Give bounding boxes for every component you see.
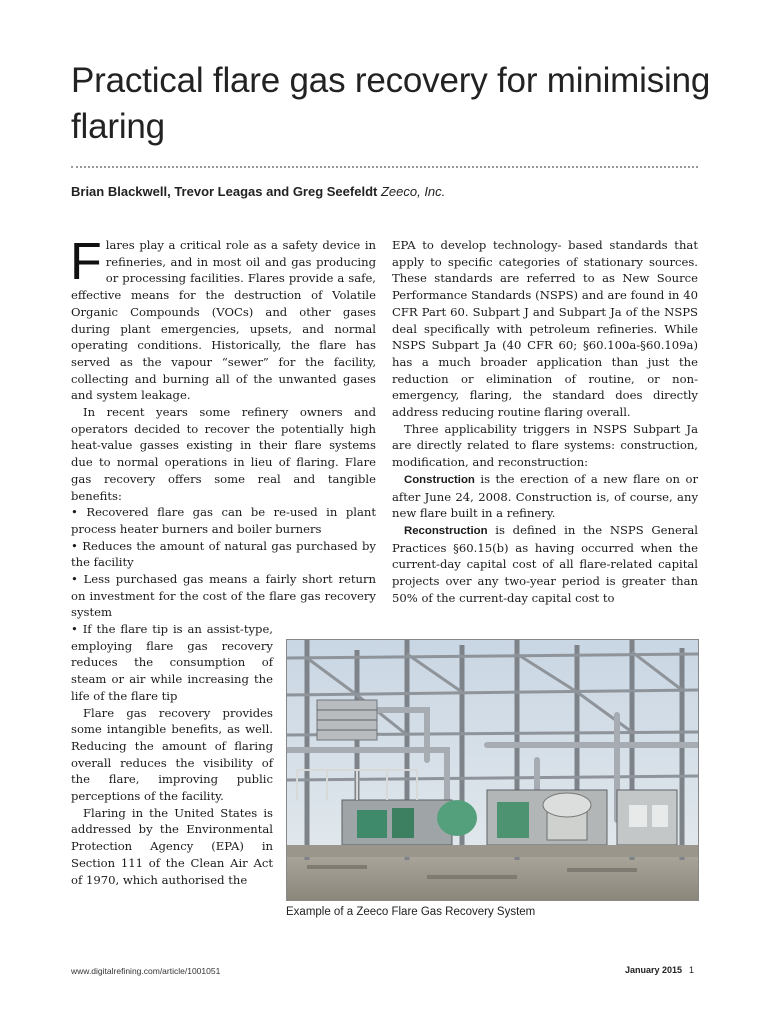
- bullet-item: • If the flare tip is an assist-type, employing flare gas recovery reduces the consumption of steam or air while increasing the life of the flare tip: [71, 622, 273, 703]
- column-1: [70, 233, 376, 621]
- paragraph-text: is defined in the NSPS General Practices §60.15(b) as having occurred when the current-day capital cost of all flare-related capital projects over any two-year period is greater than 50% of the current-day capital cost to: [392, 522, 698, 605]
- figure-photo: [286, 639, 699, 901]
- term-construction: Construction: [404, 473, 475, 486]
- paragraph: Flaring in the United States is addressed by the Environmental Protection Agency (EPA) in Section 111 of the Clean Air Act of 1970, which authorised the: [71, 805, 273, 887]
- figure-caption: Example of a Zeeco Flare Gas Recovery System: [286, 906, 536, 918]
- company: Zeeco, Inc.: [380, 184, 446, 199]
- bullet-item: • Reduces the amount of natural gas purchased by the facility: [71, 538, 376, 570]
- issue-date: January 2015: [624, 965, 682, 975]
- page-number: 1: [688, 965, 694, 975]
- bullet-item: • Less purchased gas means a fairly short return on investment for the cost of the flare gas recovery system: [71, 572, 376, 620]
- paragraph: [70, 233, 376, 404]
- footer-date-page: [625, 965, 694, 975]
- paragraph: Three applicability triggers in NSPS Subpart Ja are directly related to flare systems: construction, modification, and reconstruction:: [392, 421, 698, 470]
- authors: Brian Blackwell, Trevor Leagas and Greg Seefeldt: [71, 184, 378, 199]
- dotted-divider: [71, 166, 698, 168]
- paragraph: Flare gas recovery provides some intangible benefits, as well. Reducing the amount of flaring overall reduces the visibility of the flare, improving public perceptions of the facility.: [71, 705, 273, 804]
- paragraph-text: is the erection of a new flare on or after June 24, 2008. Construction is, of course, any new flare built in a refinery.: [392, 471, 698, 521]
- paragraph-text: lares play a critical role as a safety device in refineries, and in most oil and gas producing or processing facilities. Flares provide a safe, effective means for the destruction of Volatile Organic Compounds (VOCs) and other gases during plant emergencies, upsets, and normal operating conditions. Historically, the flare has served as the vapour “sewer” for the facility, collecting and burning all of the unwanted gases and system leakage.: [71, 238, 376, 403]
- bullet-item: • Recovered flare gas can be re-used in plant process heater burners and boiler burners: [71, 505, 376, 536]
- industrial-plant-illustration: [287, 640, 698, 900]
- footer-url[interactable]: www.digitalrefining.com/article/1001051: [71, 966, 221, 976]
- column-2: [392, 237, 698, 606]
- term-reconstruction: Reconstruction: [404, 524, 488, 537]
- paragraph: [392, 522, 698, 607]
- paragraph: [392, 471, 698, 522]
- drop-cap: F: [70, 233, 102, 291]
- column-1-lower: [71, 621, 273, 888]
- paragraph: EPA to develop technology- based standards that apply to specific categories of stationary sources. These standards are referred to as New Source Performance Standards (NSPS) and are found in 40 CFR Part 60. Subpart J and Subpart Ja of the NSPS deal specifically with petroleum refineries. While NSPS Subpart Ja (40 CFR 60; §60.100a-§60.109a) has a much broader application than just the reduction or elimination of routine, or non-emergency, flaring, the standard does directly address reducing routine flaring overall.: [392, 238, 698, 420]
- paragraph: In recent years some refinery owners and operators decided to recover the potentially high heat-value gasses existing in their flare systems due to normal operations in lieu of flaring. Flare gas recovery offers some real and tangible benefits:: [71, 405, 376, 503]
- byline: [71, 184, 445, 199]
- article-title: Practical flare gas recovery for minimising flaring: [71, 61, 711, 146]
